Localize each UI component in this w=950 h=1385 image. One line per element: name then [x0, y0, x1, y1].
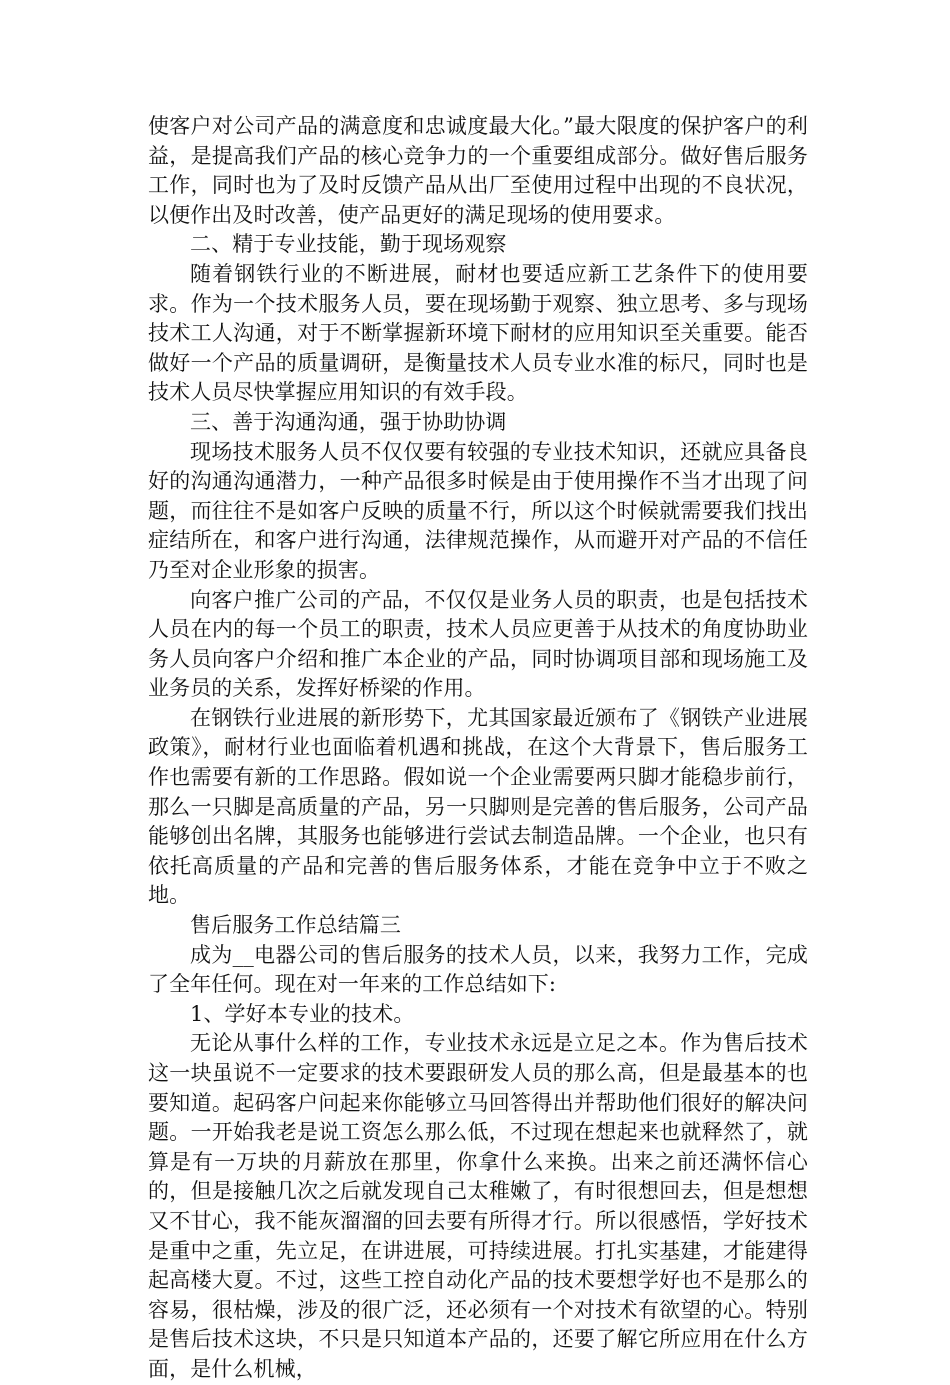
paragraph: 随着钢铁行业的不断进展，耐材也要适应新工艺条件下的使用要求。作为一个技术服务人员，要在现场勤于观察、独立思考、多与现场技术工人沟通，对于不断掌握新环境下耐材的应用知识至关重要。能否做好一个产品的质量调研，是衡量技术人员专业水准的标尺，同时也是技术人员尽快掌握应用知识的有效手段。 — [148, 261, 808, 405]
list-heading-1: 1、学好本专业的技术。 — [190, 1001, 415, 1026]
paragraph: 现场技术服务人员不仅仅要有较强的专业技术知识，还就应具备良好的沟通沟通潜力，一种产品很多时候是由于使用操作不当才出现了问题，而往往不是如客户反映的质量不行，所以这个时候就需要我们找出症结所在，和客户进行沟通，法律规范操作，从而避开对产品的不信任乃至对企业形象的损害。 — [148, 439, 808, 582]
document-body — [148, 112, 808, 1385]
paragraph: 在钢铁行业进展的新形势下，尤其国家最近颁布了《钢铁产业进展政策》，耐材行业也面临着机遇和挑战，在这个大背景下，售后服务工作也需要有新的工作思路。假如说一个企业需要两只脚才能稳步前行，那么一只脚是高质量的产品，另一只脚则是完善的售后服务，公司产品能够创出名牌，其服务也能够进行尝试去制造品牌。一个企业，也只有依托高质量的产品和完善的售后服务体系，才能在竞争中立于不败之地。 — [148, 705, 808, 908]
paragraph: 成为__电器公司的售后服务的技术人员，以来，我努力工作，完成了全年任何。现在对一年来的工作总结如下: — [148, 942, 808, 997]
paragraph: 无论从事什么样的工作，专业技术永远是立足之本。作为售后技术这一块虽说不一定要求的技术要跟研发人员的那么高，但是最基本的也要知道。起码客户问起来你能够立马回答得出并帮助他们很好的解决问题。一开始我老是说工资怎么那么低，不过现在想起来也就释然了，就算是有一万块的月薪放在那里，你拿什么来换。出来之前还满怀信心的，但是接触几次之后就发现自己太稚嫩了，有时很想回去，但是想想又不甘心，我不能灰溜溜的回去要有所得才行。所以很感悟，学好技术是重中之重，先立足，在讲进展，可持续进展。打扎实基建，才能建得起高楼大夏。不过，这些工控自动化产品的技术要想学好也不是那么的容易，很枯燥，涉及的很广泛，还必须有一个对技术有欲望的心。特别是售后技术这块，不只是只知道本产品的，还要了解它所应用在什么方面，是什么机械， — [148, 1031, 808, 1381]
article-title: 售后服务工作总结篇三 — [190, 913, 401, 938]
section-heading-3: 三、善于沟通沟通，强于协助协调 — [190, 409, 507, 434]
section-heading-2: 二、精于专业技能，勤于现场观察 — [190, 232, 507, 257]
paragraph: 向客户推广公司的产品，不仅仅是业务人员的职责，也是包括技术人员在内的每一个员工的职责，技术人员应更善于从技术的角度协助业务人员向客户介绍和推广本企业的产品，同时协调项目部和现场施工及业务员的关系，发挥好桥梁的作用。 — [148, 587, 808, 701]
paragraph-continuation: 使客户对公司产品的满意度和忠诚度最大化。”最大限度的保护客户的利益，是提高我们产品的核心竞争力的一个重要组成部分。做好售后服务工作，同时也为了及时反馈产品从出厂至使用过程中出现的不良状况，以便作出及时改善，使产品更好的满足现场的使用要求。 — [148, 114, 808, 227]
